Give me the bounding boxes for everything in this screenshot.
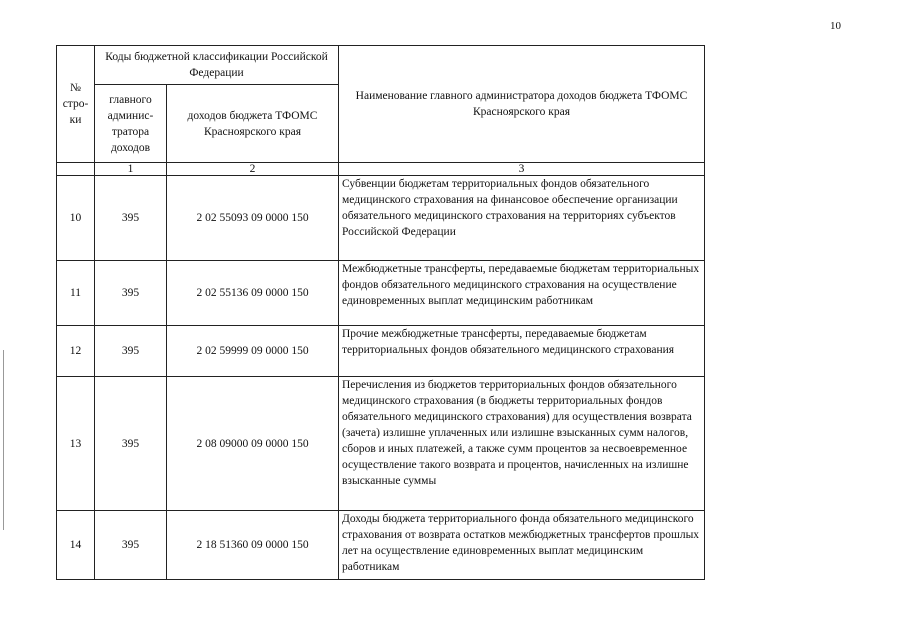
header-income-code: доходов бюджета ТФОМС Красноярского края bbox=[167, 85, 339, 163]
admin-code: 395 bbox=[95, 261, 167, 326]
admin-code: 395 bbox=[95, 377, 167, 511]
income-name: Субвенции бюджетам территориальных фондов обязательного медицинского страхования на финансовое обеспечение организации обязательного медицинского страхования на территориях субъектов Российской Федерации bbox=[339, 176, 705, 261]
row-number: 10 bbox=[57, 176, 95, 261]
row-number: 14 bbox=[57, 511, 95, 580]
header-row-1 bbox=[57, 46, 705, 85]
row-number: 12 bbox=[57, 326, 95, 377]
table-row bbox=[57, 377, 705, 511]
admin-code: 395 bbox=[95, 176, 167, 261]
income-name: Прочие межбюджетные трансферты, передаваемые бюджетам территориальных фондов обязательного медицинского страхования bbox=[339, 326, 705, 377]
column-number: 1 bbox=[95, 163, 167, 176]
header-administrator-name: Наименование главного администратора доходов бюджета ТФОМС Красноярского края bbox=[339, 46, 705, 163]
income-code: 2 08 09000 09 0000 150 bbox=[167, 377, 339, 511]
table-row bbox=[57, 511, 705, 580]
scan-edge-line bbox=[3, 350, 4, 530]
income-code: 2 18 51360 09 0000 150 bbox=[167, 511, 339, 580]
table-row bbox=[57, 326, 705, 377]
table-row bbox=[57, 176, 705, 261]
column-number: 2 bbox=[167, 163, 339, 176]
column-numbers-row bbox=[57, 163, 705, 176]
admin-code: 395 bbox=[95, 326, 167, 377]
table-row bbox=[57, 261, 705, 326]
page-number: 10 bbox=[830, 20, 841, 32]
admin-code: 395 bbox=[95, 511, 167, 580]
income-code: 2 02 59999 09 0000 150 bbox=[167, 326, 339, 377]
row-number: 13 bbox=[57, 377, 95, 511]
income-code: 2 02 55093 09 0000 150 bbox=[167, 176, 339, 261]
income-name: Перечисления из бюджетов территориальных фондов обязательного медицинского страхования (в бюджеты территориальных фондов обязательного медицинского страхования) для осуществления возврата (зачета) излишне уплаченных или излишне взысканных сумм налогов, сборов и иных платежей, а также сумм процентов за несвоевременное осуществление такого возврата и процентов, начисленных на излишне взысканные суммы bbox=[339, 377, 705, 511]
header-row-number: № стро-ки bbox=[57, 46, 95, 163]
income-code: 2 02 55136 09 0000 150 bbox=[167, 261, 339, 326]
header-codes-group: Коды бюджетной классификации Российской Федерации bbox=[95, 46, 339, 85]
income-name: Доходы бюджета территориального фонда обязательного медицинского страхования от возврата остатков межбюджетных трансфертов прошлых лет на осуществление единовременных выплат медицинским работникам bbox=[339, 511, 705, 580]
budget-classification-table bbox=[56, 45, 705, 580]
column-number: 3 bbox=[339, 163, 705, 176]
column-number bbox=[57, 163, 95, 176]
income-name: Межбюджетные трансферты, передаваемые бюджетам территориальных фондов обязательного медицинского страхования на осуществление единовременных выплат медицинским работникам bbox=[339, 261, 705, 326]
header-admin-code: главного админис-тратора доходов bbox=[95, 85, 167, 163]
row-number: 11 bbox=[57, 261, 95, 326]
